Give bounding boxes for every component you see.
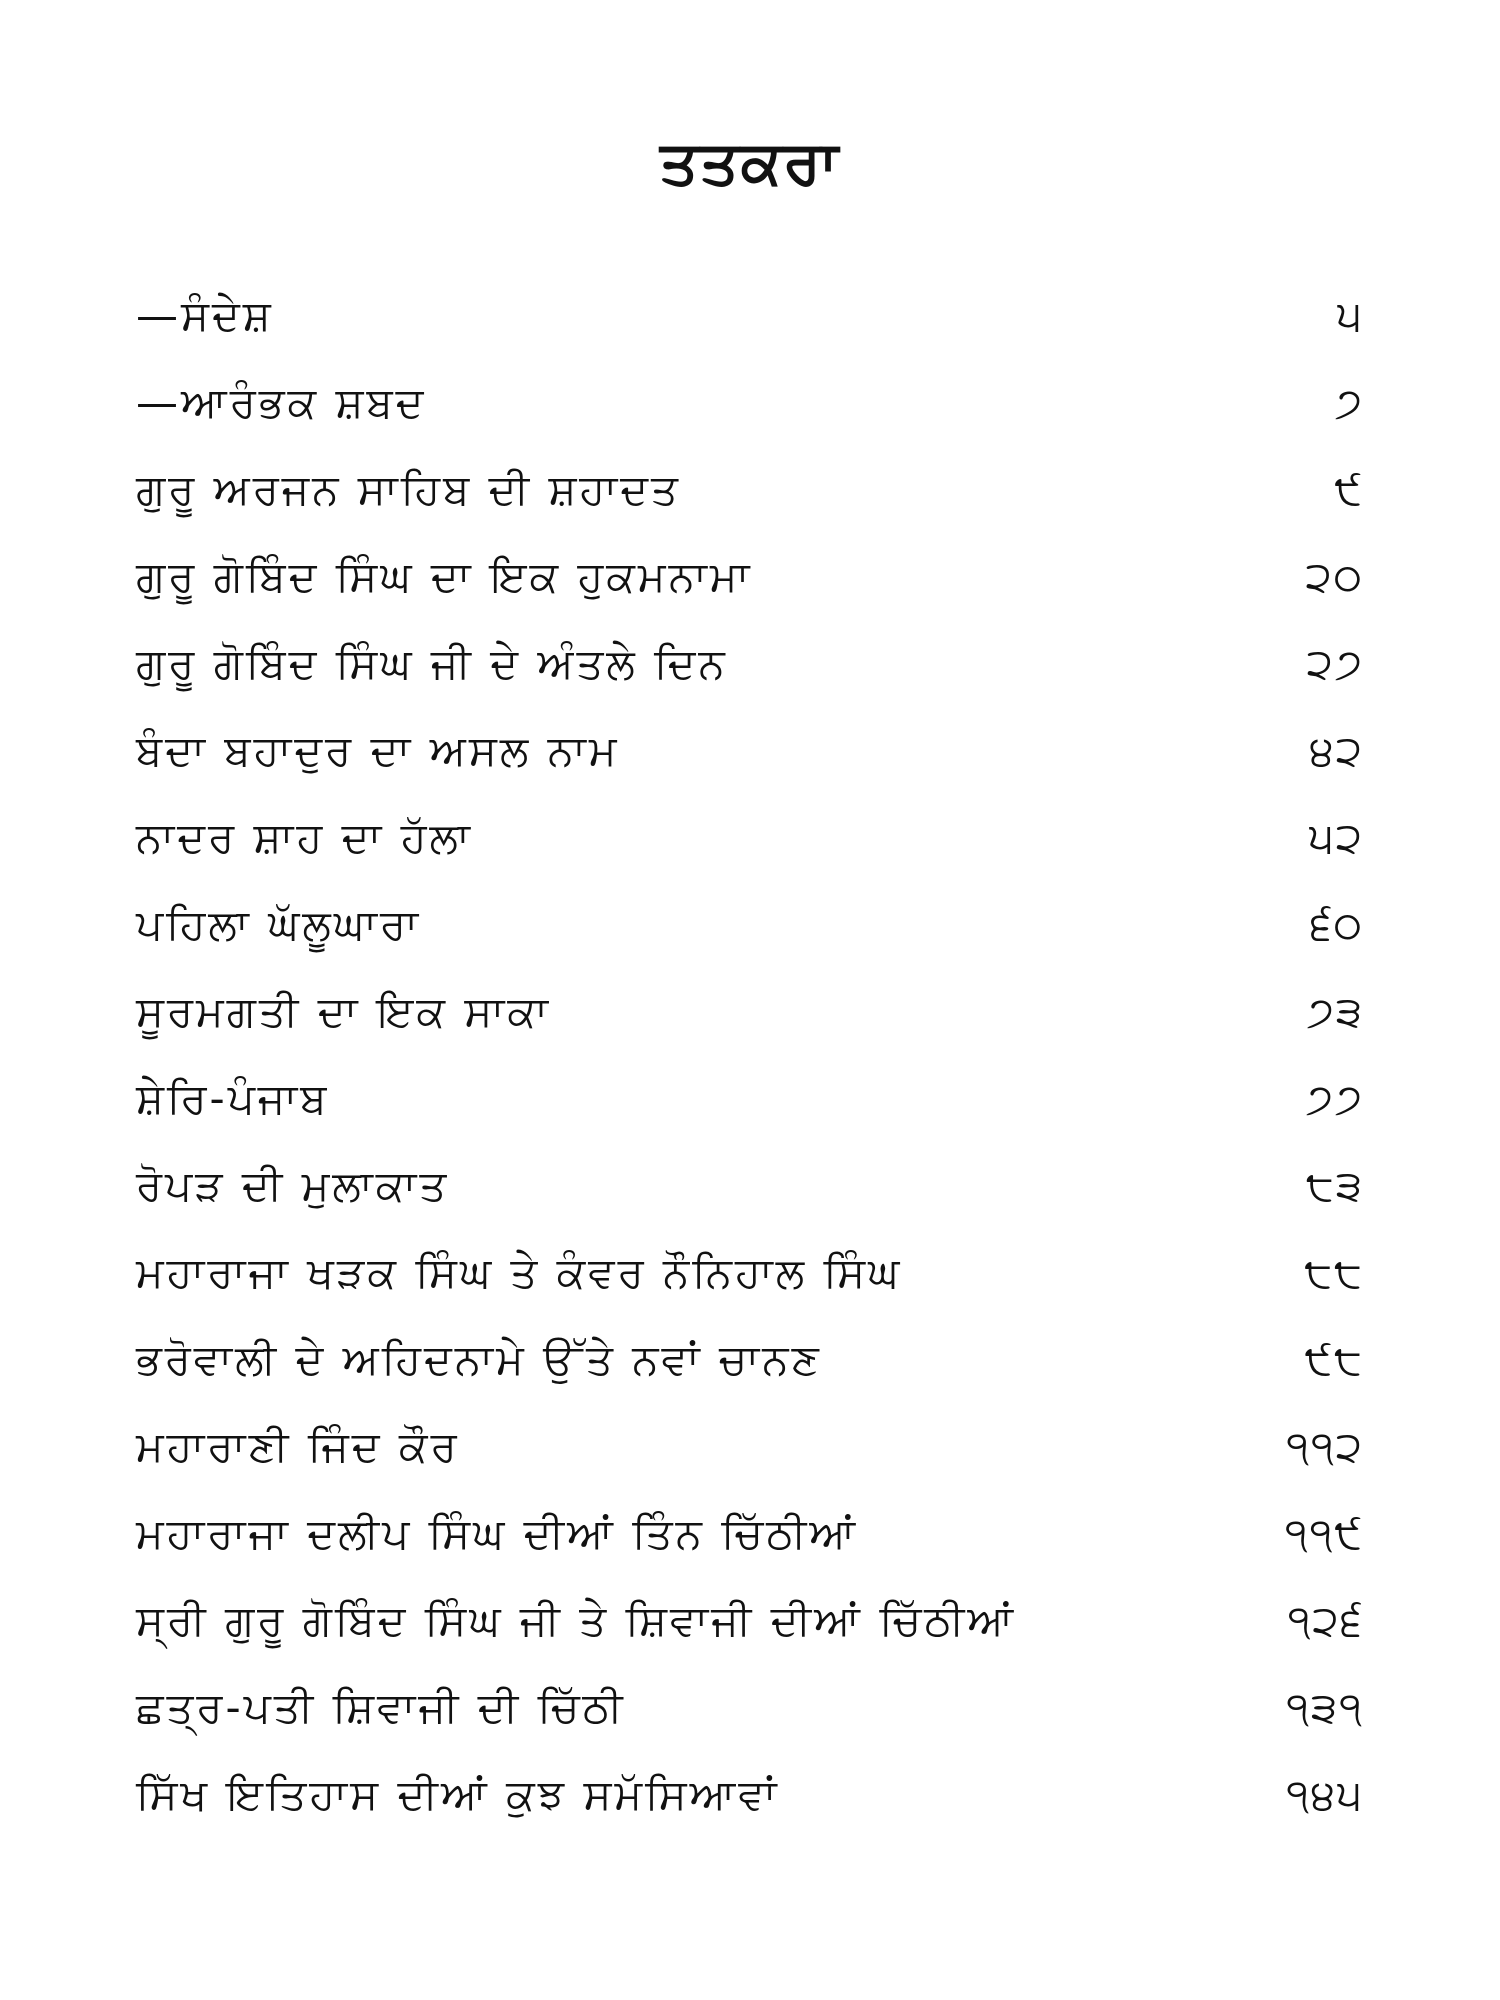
toc-entry [136, 359, 1364, 446]
toc-entry-page-number: ੭੩ [1306, 987, 1364, 1036]
toc-entry-title: ਗੁਰੂ ਗੋਬਿੰਦ ਸਿੰਘ ਦਾ ਇਕ ਹੁਕਮਨਾਮਾ [136, 552, 753, 601]
toc-entry-title: ਪਹਿਲਾ ਘੱਲੂਘਾਰਾ [136, 900, 422, 949]
toc-entry-title: ਗੁਰੂ ਗੋਬਿੰਦ ਸਿੰਘ ਜੀ ਦੇ ਅੰਤਲੇ ਦਿਨ [136, 639, 728, 688]
toc-entry-page-number: ੭ [1334, 378, 1364, 427]
toc-entry [136, 620, 1364, 707]
toc-entry-title: ਮਹਾਰਾਜਾ ਦਲੀਪ ਸਿੰਘ ਦੀਆਂ ਤਿੰਨ ਚਿੱਠੀਆਂ [136, 1509, 859, 1558]
toc-entry [136, 1055, 1364, 1142]
toc-entry-title: ਸ਼ੇਰਿ-ਪੰਜਾਬ [136, 1074, 330, 1123]
toc-entry-page-number: ੬੦ [1310, 900, 1364, 949]
toc-entry [136, 1577, 1364, 1664]
toc-entry-title: ਗੁਰੂ ਅਰਜਨ ਸਾਹਿਬ ਦੀ ਸ਼ਹਾਦਤ [136, 465, 681, 514]
toc-entry [136, 881, 1364, 968]
toc-entry [136, 1229, 1364, 1316]
toc-entry [136, 446, 1364, 533]
toc-entry [136, 1490, 1364, 1577]
toc-entry-title: ਸ੍ਰੀ ਗੁਰੂ ਗੋਬਿੰਦ ਸਿੰਘ ਜੀ ਤੇ ਸ਼ਿਵਾਜੀ ਦੀਆਂ ਚਿੱਠੀਆਂ [136, 1596, 1017, 1645]
toc-entry-page-number: ੧੪੫ [1286, 1770, 1364, 1819]
toc-entry-page-number: ੫੨ [1309, 813, 1364, 862]
toc-entry-page-number: ੧੧੨ [1286, 1422, 1364, 1471]
toc-entry [136, 968, 1364, 1055]
toc-entry-title: ਮਹਾਰਾਜਾ ਖੜਕ ਸਿੰਘ ਤੇ ਕੰਵਰ ਨੌਨਿਹਾਲ ਸਿੰਘ [136, 1248, 903, 1297]
toc-entry [136, 1316, 1364, 1403]
toc-entry-page-number: ੨੭ [1306, 639, 1364, 688]
toc-entry-title: ਭਰੋਵਾਲੀ ਦੇ ਅਹਿਦਨਾਮੇ ਉੱਤੇ ਨਵਾਂ ਚਾਨਣ [136, 1335, 822, 1384]
toc-entry-page-number: ੧੧੯ [1284, 1509, 1364, 1558]
toc-entry [136, 533, 1364, 620]
toc-entry-page-number: ੮੮ [1304, 1248, 1364, 1297]
toc-entry-page-number: ੯ [1334, 465, 1364, 514]
toc-entry [136, 1664, 1364, 1751]
toc-entry [136, 707, 1364, 794]
toc-entry-title: —ਆਰੰਭਕ ਸ਼ਬਦ [136, 378, 427, 427]
toc-entry [136, 1403, 1364, 1490]
toc-entry [136, 272, 1364, 359]
toc-entry-title: ਸਿੱਖ ਇਤਿਹਾਸ ਦੀਆਂ ਕੁਝ ਸਮੱਸਿਆਵਾਂ [136, 1770, 780, 1819]
toc-entry-page-number: ੮੩ [1306, 1161, 1364, 1210]
toc-entry [136, 794, 1364, 881]
toc-entry-page-number: ੨੦ [1305, 552, 1364, 601]
toc-entry-title: ਰੋਪੜ ਦੀ ਮੁਲਾਕਾਤ [136, 1161, 450, 1210]
toc-entry-title: —ਸੰਦੇਸ਼ [136, 291, 274, 340]
toc-entry-title: ਸੂਰਮਗਤੀ ਦਾ ਇਕ ਸਾਕਾ [136, 987, 552, 1036]
toc-entry-page-number: ੧੩੧ [1286, 1683, 1364, 1732]
toc-entry [136, 1142, 1364, 1229]
toc-entry-page-number: ੯੮ [1304, 1335, 1364, 1384]
toc-entry-page-number: ੫ [1337, 291, 1364, 340]
toc-entry-title: ਬੰਦਾ ਬਹਾਦੁਰ ਦਾ ਅਸਲ ਨਾਮ [136, 726, 620, 775]
page-title: ਤਤਕਰਾ [659, 128, 841, 198]
toc-entry-page-number: ੪੨ [1309, 726, 1364, 775]
toc-entry-page-number: ੧੨੬ [1287, 1596, 1364, 1645]
toc-entry-title: ਛਤ੍ਰ-ਪਤੀ ਸ਼ਿਵਾਜੀ ਦੀ ਚਿੱਠੀ [136, 1683, 626, 1732]
toc-entry-title: ਨਾਦਰ ਸ਼ਾਹ ਦਾ ਹੱਲਾ [136, 813, 473, 862]
toc-entry [136, 1751, 1364, 1838]
table-of-contents [136, 272, 1364, 1838]
toc-entry-title: ਮਹਾਰਾਣੀ ਜਿੰਦ ਕੌਰ [136, 1422, 460, 1471]
toc-entry-page-number: ੭੭ [1305, 1074, 1364, 1123]
